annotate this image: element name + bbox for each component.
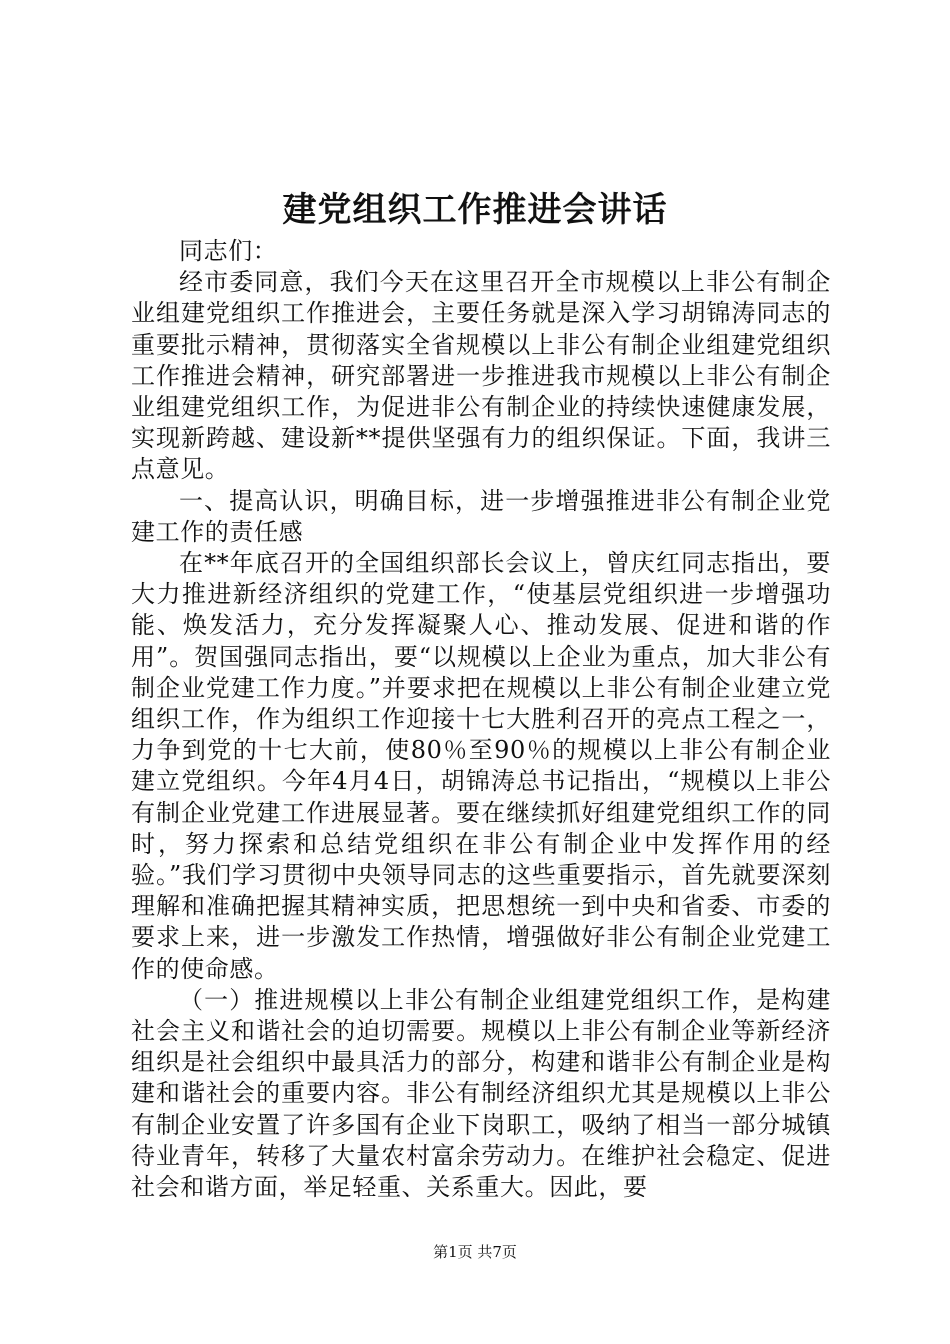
paragraph-leaders-instructions: 在**年底召开的全国组织部长会议上，曾庆红同志指出，要大力推进新经济组织的党建工作，“使基层党组织进一步增强功能、焕发活力，充分发挥凝聚人心、推动发展、促进和谐的作用”。贺国强同志指出，要“以规模以上企业为重点，加大非公有制企业党建工作力度。”并要求把在规模以上非公有制企业建立党组织工作，作为组织工作迎接十七大胜利召开的亮点工程之一，力争到党的十七大前，使80％至90％的规模以上非公有制企业建立党组织。今年4月4日，胡锦涛总书记指出，“规模以上非公有制企业党建工作进展显著。要在继续抓好组建党组织工作的同时，努力探索和总结党组织在非公有制企业中发挥作用的经验。”我们学习贯彻中央领导同志的这些重要指示，首先就要深刻理解和准确把握其精神实质，把思想统一到中央和省委、市委的要求上来，进一步激发工作热情，增强做好非公有制企业党建工作的使命感。: [131, 549, 831, 983]
page-footer: 第1页 共7页: [433, 1243, 517, 1261]
document-body: [131, 236, 831, 1203]
salutation: 同志们：: [179, 237, 278, 265]
section-heading-1: 一、提高认识，明确目标，进一步增强推进非公有制企业党建工作的责任感: [131, 486, 831, 546]
paragraph-subsection-1: （一）推进规模以上非公有制企业组建党组织工作，是构建社会主义和谐社会的迫切需要。规模以上非公有制企业等新经济组织是社会组织中最具活力的部分，构建和谐非公有制企业是构建和谐社会的重要内容。非公有制经济组织尤其是规模以上非公有制企业安置了许多国有企业下岗职工，吸纳了相当一部分城镇待业青年，转移了大量农村富余劳动力。在维护社会稳定、促进社会和谐方面，举足轻重、关系重大。因此，要: [131, 985, 831, 1202]
document-title: 建党组织工作推进会讲话: [282, 190, 668, 230]
paragraph-intro: 经市委同意，我们今天在这里召开全市规模以上非公有制企业组建党组织工作推进会，主要任务就是深入学习胡锦涛同志的重要批示精神，贯彻落实全省规模以上非公有制企业组建党组织工作推进会精神，研究部署进一步推进我市规模以上非公有制企业组建党组织工作，为促进非公有制企业的持续快速健康发展，实现新跨越、建设新**提供坚强有力的组织保证。下面，我讲三点意见。: [131, 268, 831, 484]
